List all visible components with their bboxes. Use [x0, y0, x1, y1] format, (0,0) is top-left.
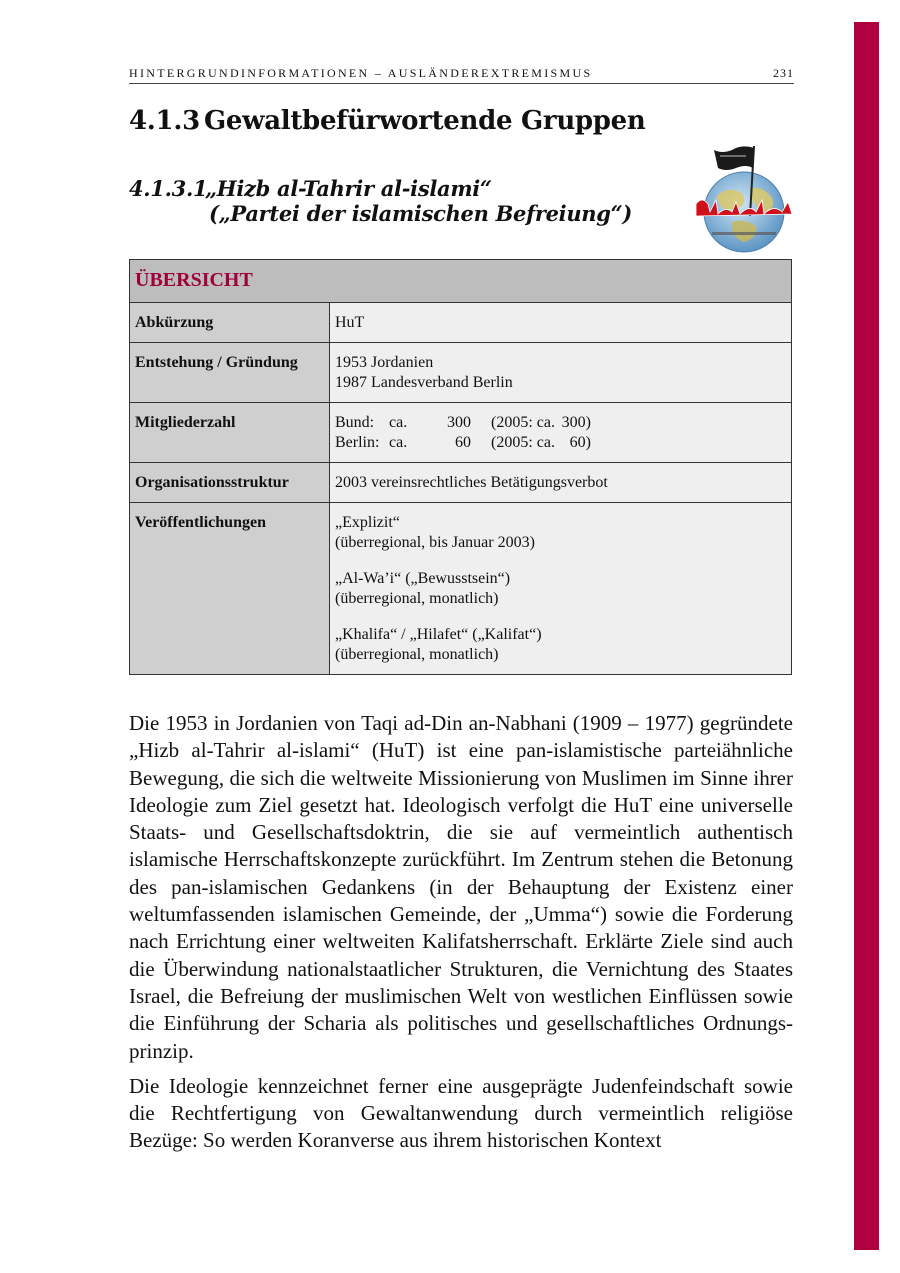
running-title: HINTERGRUNDINFORMATIONEN – AUSLÄNDEREXTREMISMUS: [129, 66, 593, 80]
row-value-veroeffentlichungen: [330, 503, 792, 675]
publication-title: „Al-Wa’i“ („Bewusstsein“): [335, 570, 511, 587]
publication-note: (überregional, monatlich): [335, 646, 499, 663]
berlin-prev-label: (2005: ca.: [491, 434, 555, 451]
berlin-prev-value: 60): [569, 434, 591, 451]
row-value-mitglieder: [330, 403, 792, 463]
table-row: [130, 403, 792, 463]
side-color-bar: [854, 22, 879, 1250]
mitglieder-berlin: [335, 433, 785, 453]
row-value-organisation: 2003 vereinsrechtliches Betätigungsverbot: [330, 463, 792, 503]
overview-heading: ÜBERSICHT: [130, 260, 792, 303]
body-text: [129, 710, 793, 1163]
table-row: [130, 303, 792, 343]
row-label-mitglieder: Mitgliederzahl: [130, 403, 330, 463]
section-title: [129, 106, 646, 136]
subsection-title: [129, 176, 632, 226]
bund-prev-label: (2005: ca.: [491, 414, 555, 431]
subsection-title-line1: „Hizb al-Tahrir al-islami“: [205, 176, 492, 201]
section-number: 4.1.3: [129, 106, 200, 136]
bund-ca: ca.: [389, 414, 408, 431]
body-paragraph-2: Die Ideologie kennzeichnet ferner eine ausgeprägte Judenfeindschaft sowie die Rechtfertigung von Gewaltanwendung durch vermeintlich religiöse Bezüge: So werden Koranverse aus ihrem historischen Kontext: [129, 1073, 793, 1153]
body-paragraph-1: Die 1953 in Jordanien von Taqi ad-Din an-Nabhani (1909 – 1977) gegründete „Hizb al-Tahrir al-islami“ (HuT) ist eine pan-islamistische parteiähnliche Bewegung, die sich die weltweite Missionierung von Muslimen im Sinne ihrer Ideologie zum Ziel gesetzt hat. Ideologisch verfolgt die HuT eine universelle Staats- und Gesellschaftsdoktrin, die sie auf vermeintlich authentisch islamische Herrschaftskonzepte zurückführt. Im Zentrum stehen die Betonung des pan-islamischen Gedankens (in der Behauptung der Existenz einer weltumfassenden islamischen Gemeinde, der „Umma“) sowie die Forderung nach Errichtung einer weltweiten Kalifatsherrschaft. Erklärte Ziele sind auch die Überwindung nationalstaatlicher Strukturen, die Vernichtung des Staates Israel, die Befreiung der muslimischen Welt von westlichen Einflüssen sowie die Einführung der Scharia als politisches und gesellschaftliches Ordnungsprinzip.: [129, 711, 793, 1063]
table-row: [130, 343, 792, 403]
overview-header-row: [130, 260, 792, 303]
subsection-title-line2: („Partei der islamischen Befreiung“): [209, 201, 633, 226]
table-row: [130, 503, 792, 675]
berlin-name: Berlin:: [335, 434, 380, 451]
entstehung-line2: 1987 Landesverband Berlin: [335, 374, 513, 391]
publication-title: „Khalifa“ / „Hilafet“ („Kalifat“): [335, 626, 542, 643]
publication-note: (überregional, monatlich): [335, 590, 499, 607]
row-value-abkuerzung: HuT: [330, 303, 792, 343]
page-number: 231: [773, 66, 794, 80]
publication-note: (überregional, bis Januar 2003): [335, 534, 535, 551]
bund-value: 300: [447, 414, 471, 431]
row-label-organisation: Organisationsstruktur: [130, 463, 330, 503]
spacer: [335, 609, 785, 625]
bund-name: Bund:: [335, 414, 375, 431]
row-label-abkuerzung: Abkürzung: [130, 303, 330, 343]
publication-title: „Explizit“: [335, 514, 400, 531]
overview-table: [129, 259, 792, 675]
subsection-number: 4.1.3.1: [129, 176, 208, 201]
hizb-ut-tahrir-logo-icon: [692, 142, 796, 254]
running-header: [129, 63, 794, 84]
spacer: [335, 553, 785, 569]
bund-prev-value: 300): [561, 414, 591, 431]
berlin-ca: ca.: [389, 434, 408, 451]
table-row: [130, 463, 792, 503]
berlin-value: 60: [455, 434, 471, 451]
mitglieder-bund: [335, 413, 785, 433]
row-value-entstehung: [330, 343, 792, 403]
row-label-entstehung: Entstehung / Gründung: [130, 343, 330, 403]
section-title-text: Gewaltbefürwortende Gruppen: [204, 106, 646, 136]
entstehung-line1: 1953 Jordanien: [335, 354, 434, 371]
row-label-veroeffentlichungen: Veröffentlichungen: [130, 503, 330, 675]
